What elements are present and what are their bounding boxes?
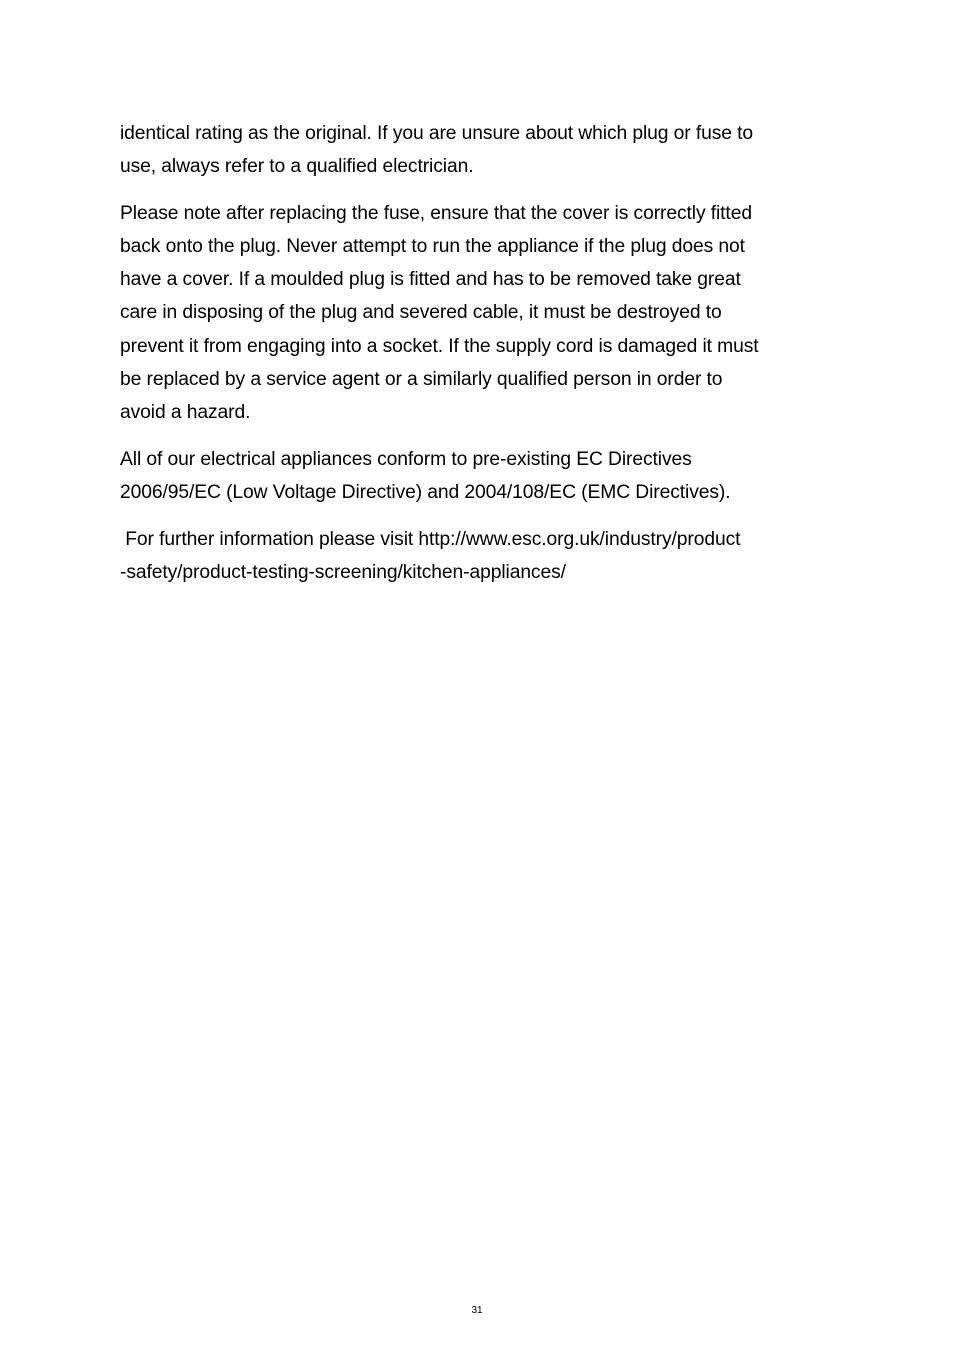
paragraph-further-information [120,523,840,589]
paragraph-line: be replaced by a service agent or a similarly qualified person in order to [120,368,723,390]
paragraph-line: All of our electrical appliances conform to pre-existing EC Directives [120,448,692,470]
paragraph-line: prevent it from engaging into a socket. If the supply cord is damaged it must [120,335,759,357]
paragraph-line: 2006/95/EC (Low Voltage Directive) and 2004/108/EC (EMC Directives). [120,481,731,503]
paragraph-line: For further information please visit http://www.esc.org.uk/industry/product [120,529,741,551]
paragraph-line: use, always refer to a qualified electrician. [120,156,474,178]
paragraph-line: have a cover. If a moulded plug is fitted and has to be removed take great [120,269,741,291]
paragraph-line: back onto the plug. Never attempt to run the appliance if the plug does not [120,236,745,258]
page-body [120,117,840,603]
paragraph-line: -safety/product-testing-screening/kitchen-appliances/ [120,562,566,584]
paragraph-ec-directives [120,443,840,509]
paragraph-line: identical rating as the original. If you are unsure about which plug or fuse to [120,123,754,144]
paragraph-plug-cover [120,197,840,429]
paragraph-line: Please note after replacing the fuse, ensure that the cover is correctly fitted [120,203,752,225]
paragraph-line: care in disposing of the plug and severed cable, it must be destroyed to [120,302,722,324]
paragraph-line: avoid a hazard. [120,401,251,423]
paragraph-fuse-rating [120,117,840,183]
page-number: 31 [471,1305,483,1316]
